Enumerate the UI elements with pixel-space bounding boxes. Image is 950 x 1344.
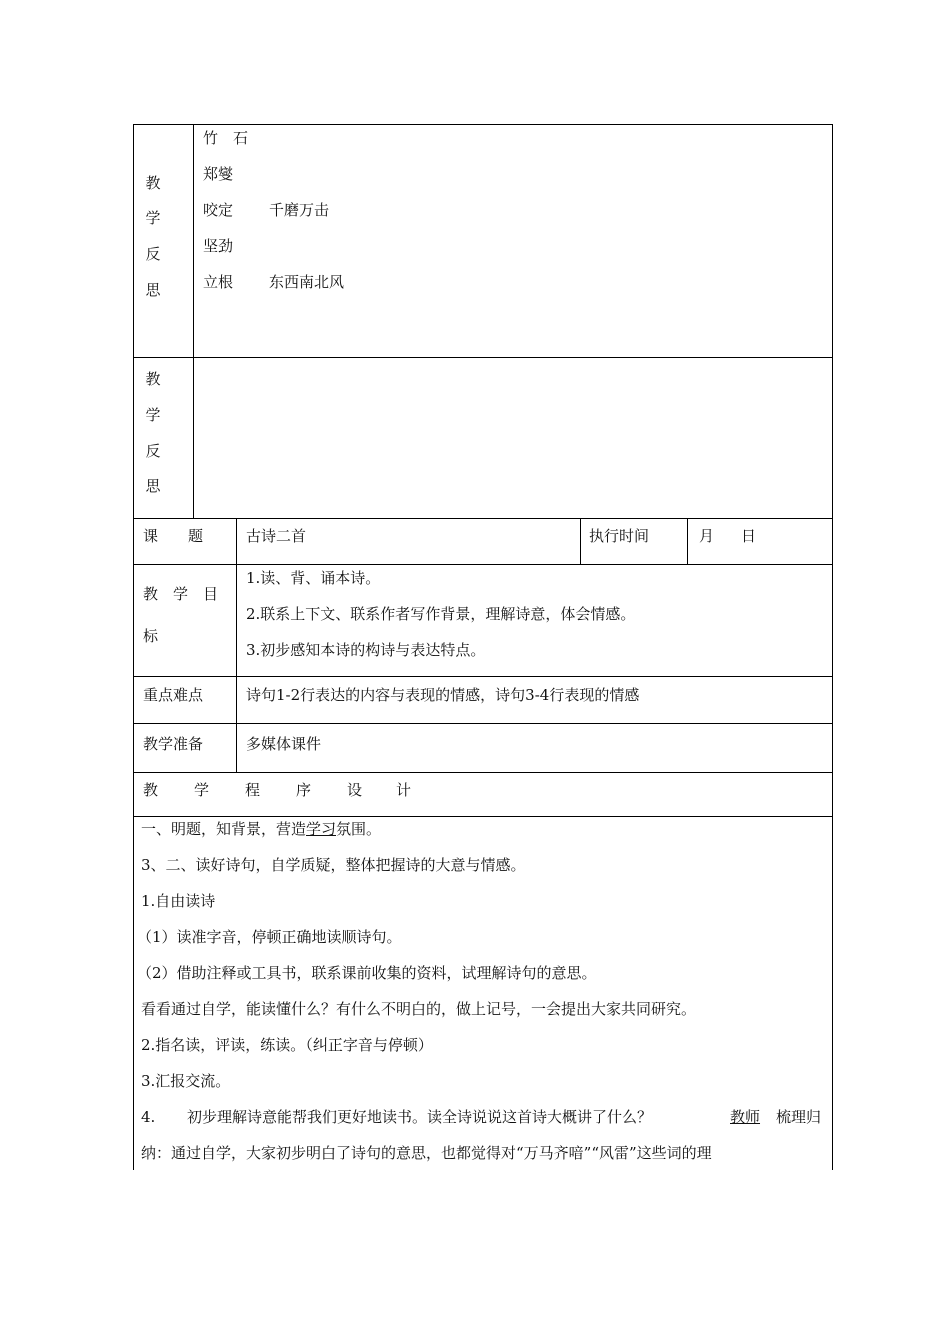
key-word: 咬定 bbox=[203, 201, 234, 219]
table-top-border bbox=[133, 124, 833, 125]
section1-divider bbox=[193, 124, 194, 519]
goals-label: 标 bbox=[143, 627, 159, 645]
prep-value: 多媒体课件 bbox=[246, 735, 322, 753]
procedure-step: 纳：通过自学，大家初步明白了诗句的意思，也都觉得对“万马齐喑”“风雷”这些词的理 bbox=[141, 1144, 712, 1162]
study-link[interactable]: 学习 bbox=[306, 820, 337, 838]
procedure-step-number: 4. bbox=[141, 1108, 156, 1126]
procedure-step bbox=[187, 1107, 652, 1127]
topic-value: 古诗二首 bbox=[246, 527, 307, 545]
section2-label-char: 思 bbox=[145, 477, 161, 495]
poem-title: 竹 石 bbox=[203, 129, 249, 147]
section1-label-char: 思 bbox=[145, 281, 161, 299]
section1-label-char: 教 bbox=[145, 174, 161, 192]
procedure-step: （1）读准字音，停顿正确地读顺诗句。 bbox=[137, 928, 402, 946]
key-word: 坚劲 bbox=[203, 237, 234, 255]
cell-divider bbox=[236, 518, 237, 724]
month-label: 月 bbox=[699, 527, 715, 545]
key-word: 东西南北风 bbox=[269, 273, 345, 291]
topic-label: 课 题 bbox=[143, 527, 204, 545]
key-word: 千磨万击 bbox=[269, 201, 330, 219]
section2-label-char: 学 bbox=[145, 406, 161, 424]
section1-label-char: 反 bbox=[145, 245, 161, 263]
section2-label-char: 反 bbox=[145, 442, 161, 460]
day-label: 日 bbox=[741, 527, 757, 545]
poem-author: 郑燮 bbox=[203, 165, 234, 183]
exec-time-label: 执行时间 bbox=[589, 527, 650, 545]
section1-label-char: 学 bbox=[145, 209, 161, 227]
key-word: 立根 bbox=[203, 273, 234, 291]
design-header-char: 学 bbox=[194, 781, 210, 799]
procedure-step: （2）借助注释或工具书，联系课前收集的资料，试理解诗句的意思。 bbox=[137, 964, 597, 982]
row-border bbox=[133, 357, 833, 358]
key-points-value: 诗句1-2行表达的内容与表现的情感，诗句3-4行表现的情感 bbox=[246, 686, 640, 704]
teacher-link[interactable]: 教师 bbox=[730, 1108, 761, 1126]
design-header-char: 教 bbox=[143, 781, 159, 799]
row-border bbox=[133, 816, 833, 817]
procedure-step: 2.指名读，评读，练读。（纠正字音与停顿） bbox=[141, 1036, 433, 1054]
procedure-text: 氛围。 bbox=[336, 820, 382, 838]
design-header-char: 设 bbox=[347, 781, 363, 799]
row-border bbox=[133, 564, 833, 565]
row-border bbox=[133, 676, 833, 677]
row-border bbox=[133, 723, 833, 724]
prep-label: 教学准备 bbox=[143, 735, 204, 753]
goal-item: 2.联系上下文、联系作者写作背景，理解诗意，体会情感。 bbox=[246, 605, 636, 623]
procedure-step: 看看通过自学，能读懂什么？有什么不明白的，做上记号，一会提出大家共同研究。 bbox=[141, 1000, 697, 1018]
goal-item: 1.读、背、诵本诗。 bbox=[246, 569, 381, 587]
design-header-char: 计 bbox=[396, 781, 412, 799]
procedure-step bbox=[141, 819, 381, 839]
procedure-step: 3.汇报交流。 bbox=[141, 1072, 231, 1090]
procedure-step: 3、二、读好诗句，自学质疑，整体把握诗的大意与情感。 bbox=[141, 856, 526, 874]
cell-divider bbox=[687, 518, 688, 564]
cell-divider bbox=[580, 518, 581, 564]
goal-item: 3.初步感知本诗的构诗与表达特点。 bbox=[246, 641, 486, 659]
section2-label-char: 教 bbox=[145, 370, 161, 388]
goals-label: 教 学 目 bbox=[143, 585, 219, 603]
procedure-text: 一、明题，知背景，营造 bbox=[141, 820, 307, 838]
table-right-border bbox=[832, 124, 833, 1170]
procedure-step: 1.自由读诗 bbox=[141, 892, 216, 910]
design-header-char: 程 bbox=[245, 781, 261, 799]
table-left-border bbox=[133, 124, 134, 1170]
design-header-char: 序 bbox=[296, 781, 312, 799]
row-border bbox=[133, 518, 833, 519]
key-points-label: 重点难点 bbox=[143, 686, 204, 704]
row-border bbox=[133, 772, 833, 773]
cell-divider bbox=[236, 723, 237, 772]
procedure-text: 梳理归 bbox=[776, 1108, 822, 1126]
procedure-text: 初步理解诗意能帮我们更好地读书。读全诗说说这首诗大概讲了什么？ bbox=[187, 1108, 653, 1126]
